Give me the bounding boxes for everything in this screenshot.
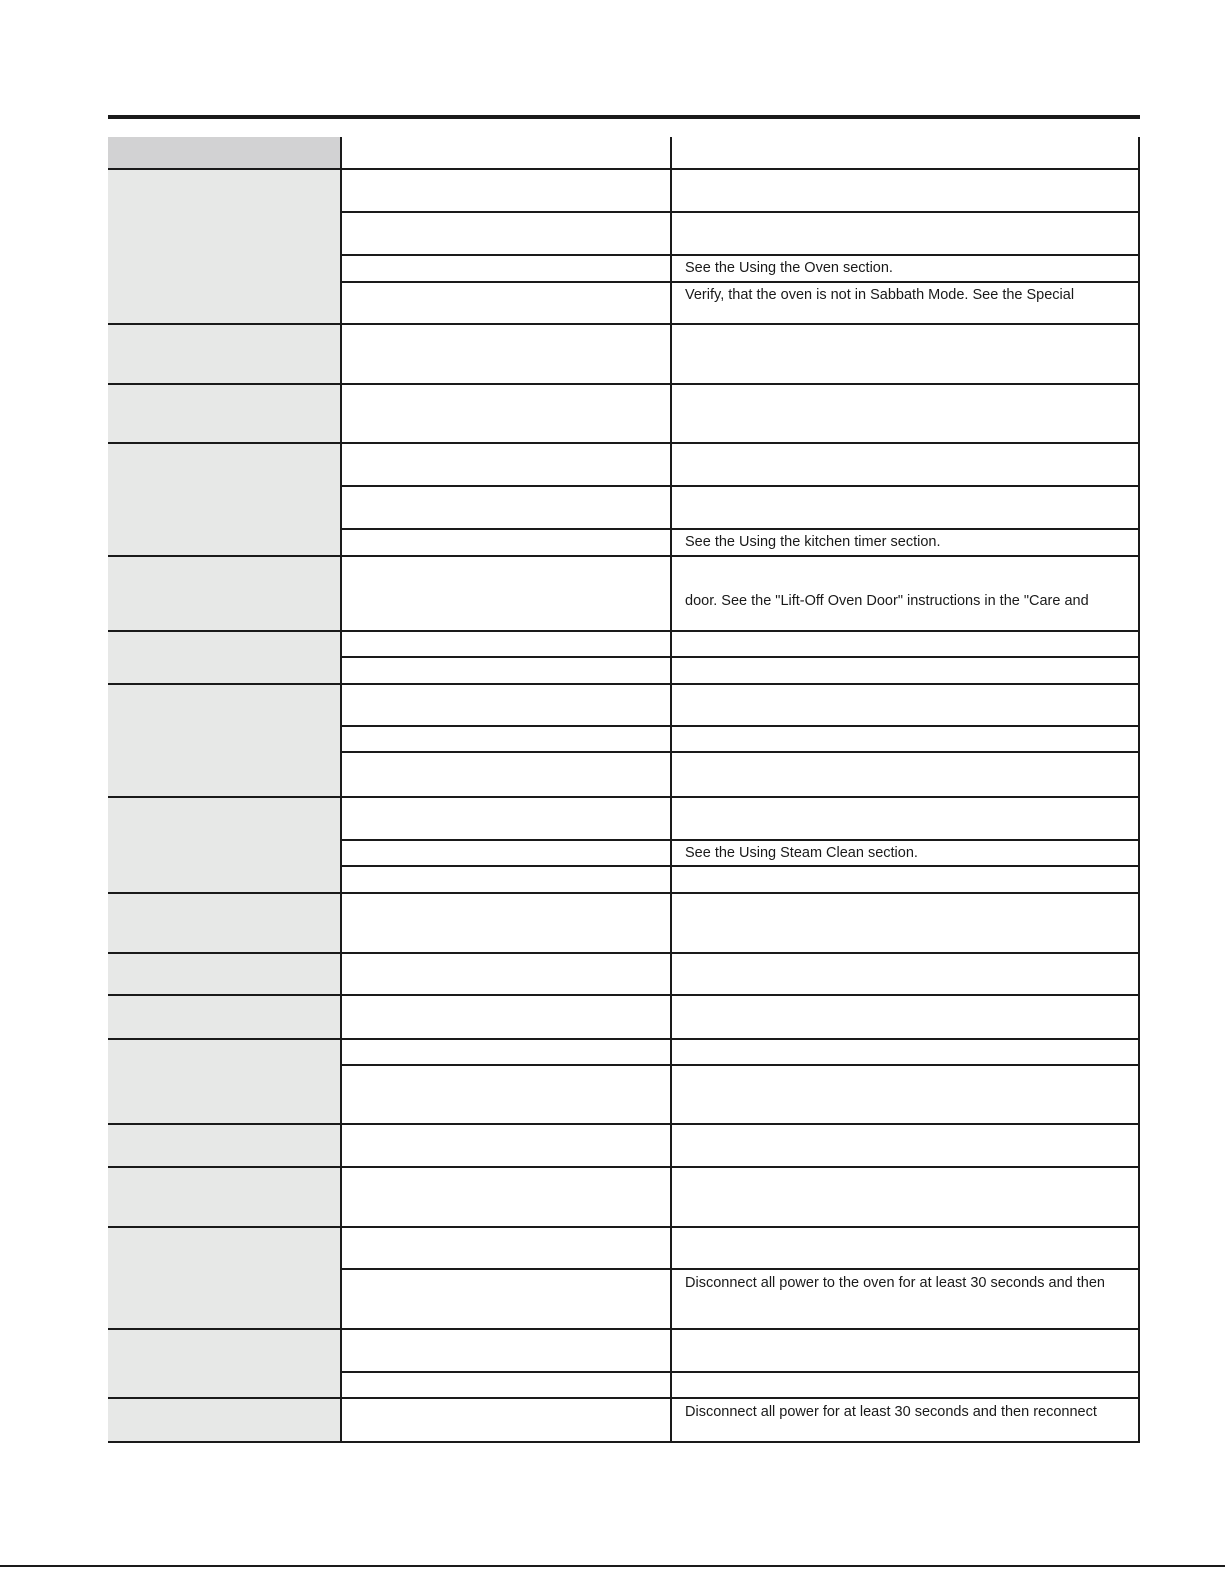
cause-cell: [342, 658, 672, 685]
solution-cell: [672, 1228, 1140, 1270]
solution-text: Disconnect all power for at least 30 seconds and then reconnect: [685, 1404, 1097, 1420]
table-header-cause: [342, 137, 672, 170]
cause-cell: [342, 1330, 672, 1373]
solution-cell: [672, 894, 1140, 954]
cause-cell: [342, 557, 672, 632]
solution-cell: [672, 1040, 1140, 1066]
solution-text: Verify, that the oven is not in Sabbath Mode. See the Special: [685, 287, 1075, 303]
problem-cell: [108, 1228, 342, 1330]
solution-text: Disconnect all power to the oven for at least 30 seconds and then: [685, 1275, 1105, 1291]
solution-cell: [672, 530, 1140, 557]
solution-cell: [672, 1399, 1140, 1443]
problem-cell: [108, 1040, 342, 1125]
solution-cell: [672, 385, 1140, 444]
problem-cell: [108, 894, 342, 954]
solution-cell: [672, 444, 1140, 487]
cause-cell: [342, 753, 672, 798]
cause-cell: [342, 444, 672, 487]
problem-cell: [108, 1168, 342, 1228]
cause-cell: [342, 894, 672, 954]
solution-cell: [672, 1330, 1140, 1373]
cause-cell: [342, 1399, 672, 1443]
solution-cell: [672, 954, 1140, 996]
cause-cell: [342, 727, 672, 753]
cause-cell: [342, 685, 672, 727]
table-header-solution: [672, 137, 1140, 170]
problem-cell: [108, 1125, 342, 1168]
cause-cell: [342, 1270, 672, 1330]
solution-cell: [672, 727, 1140, 753]
table-header-problem: [108, 137, 342, 170]
cause-cell: [342, 1125, 672, 1168]
cause-cell: [342, 996, 672, 1040]
solution-cell: [672, 557, 1140, 632]
cause-cell: [342, 256, 672, 283]
solution-cell: [672, 256, 1140, 283]
problem-cell: [108, 798, 342, 894]
cause-cell: [342, 487, 672, 530]
cause-cell: [342, 1040, 672, 1066]
solution-cell: [672, 1066, 1140, 1125]
problem-cell: [108, 996, 342, 1040]
problem-cell: [108, 325, 342, 385]
cause-cell: [342, 1373, 672, 1399]
solution-cell: [672, 213, 1140, 256]
cause-cell: [342, 867, 672, 894]
solution-text: See the Using the Oven section.: [685, 260, 893, 276]
solution-text: door. See the "Lift-Off Oven Door" instructions in the "Care and: [685, 593, 1089, 609]
cause-cell: [342, 1168, 672, 1228]
problem-cell: [108, 1399, 342, 1443]
cause-cell: [342, 325, 672, 385]
cause-cell: [342, 798, 672, 841]
solution-cell: [672, 685, 1140, 727]
cause-cell: [342, 841, 672, 867]
problem-cell: [108, 444, 342, 557]
problem-cell: [108, 632, 342, 685]
solution-cell: [672, 1125, 1140, 1168]
solution-cell: [672, 841, 1140, 867]
solution-cell: [672, 1168, 1140, 1228]
problem-cell: [108, 170, 342, 325]
solution-cell: [672, 753, 1140, 798]
cause-cell: [342, 530, 672, 557]
cause-cell: [342, 385, 672, 444]
cause-cell: [342, 283, 672, 325]
cause-cell: [342, 1066, 672, 1125]
solution-cell: [672, 867, 1140, 894]
problem-cell: [108, 685, 342, 798]
bottom-rule: [0, 1565, 1225, 1567]
solution-cell: [672, 996, 1140, 1040]
solution-cell: [672, 1270, 1140, 1330]
solution-text: See the Using the kitchen timer section.: [685, 534, 941, 550]
solution-cell: [672, 1373, 1140, 1399]
solution-cell: [672, 632, 1140, 658]
cause-cell: [342, 1228, 672, 1270]
problem-cell: [108, 385, 342, 444]
top-rule: [108, 115, 1140, 119]
cause-cell: [342, 954, 672, 996]
solution-cell: [672, 283, 1140, 325]
solution-cell: [672, 325, 1140, 385]
problem-cell: [108, 954, 342, 996]
solution-cell: [672, 658, 1140, 685]
solution-cell: [672, 798, 1140, 841]
solution-cell: [672, 487, 1140, 530]
cause-cell: [342, 632, 672, 658]
solution-cell: [672, 170, 1140, 213]
troubleshooting-table: [108, 137, 1140, 1443]
problem-cell: [108, 557, 342, 632]
cause-cell: [342, 170, 672, 213]
solution-text: See the Using Steam Clean section.: [685, 845, 918, 861]
cause-cell: [342, 213, 672, 256]
problem-cell: [108, 1330, 342, 1399]
